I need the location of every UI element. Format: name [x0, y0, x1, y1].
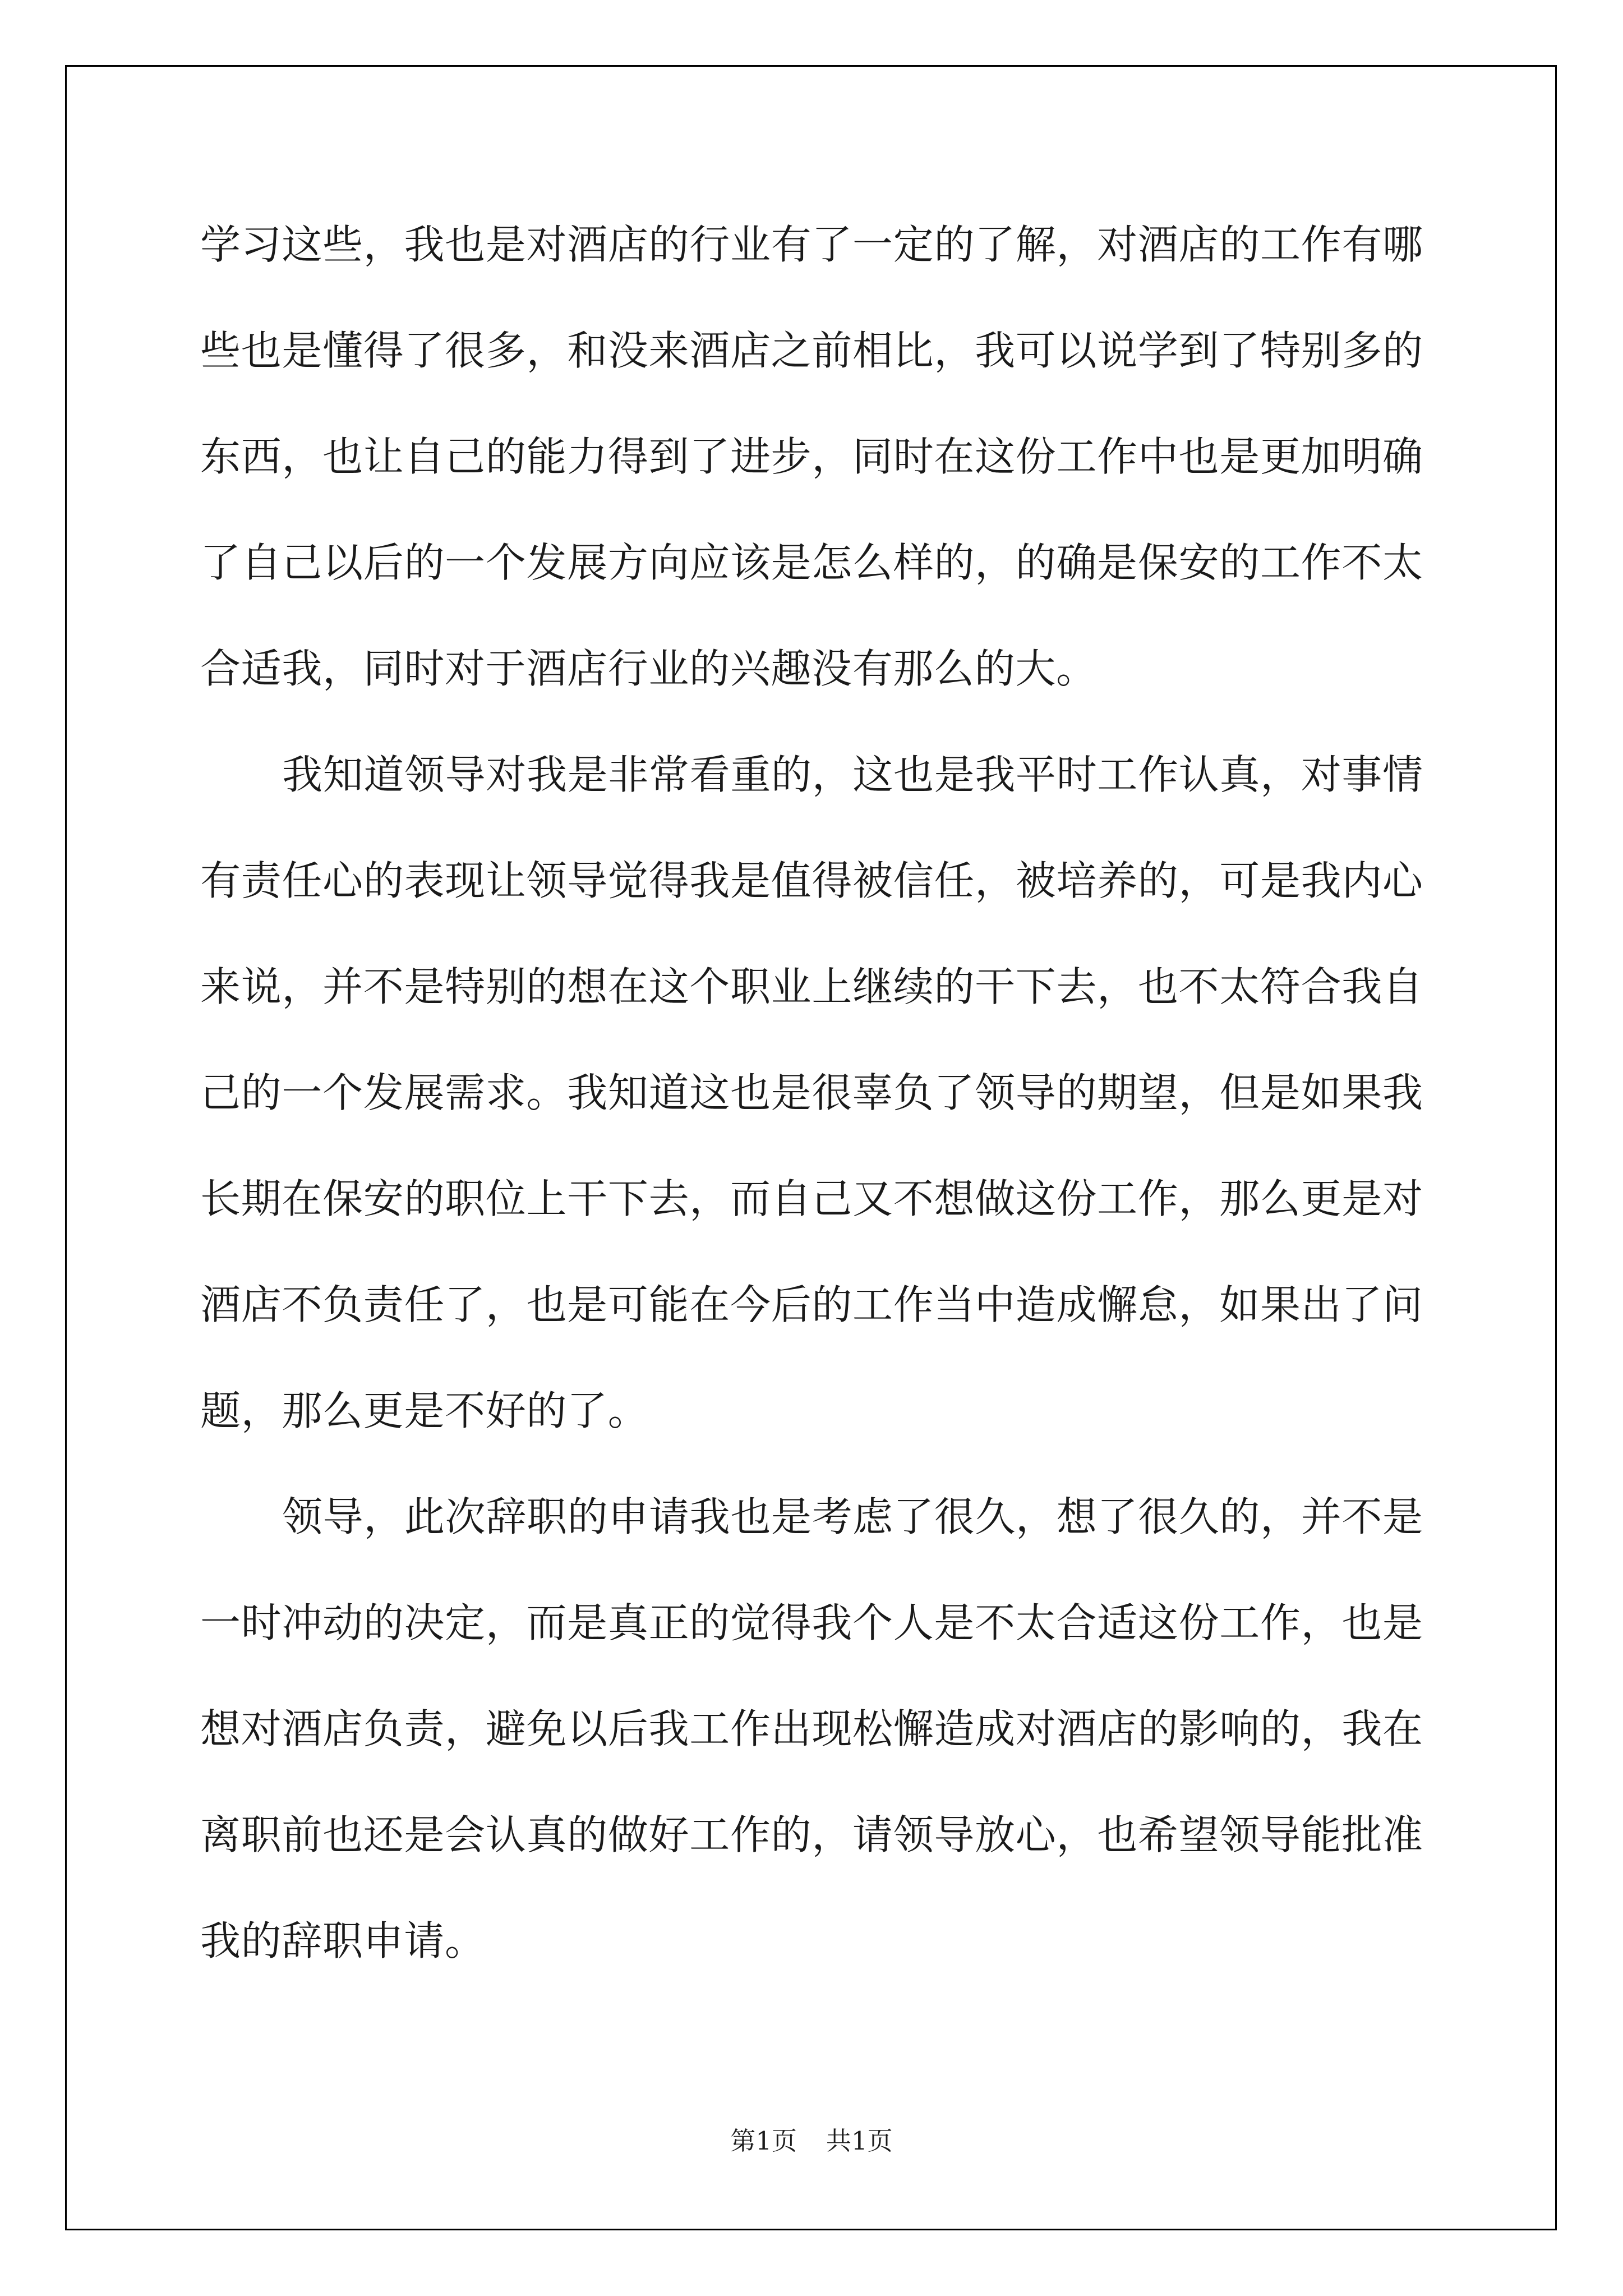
page-footer — [0, 2127, 1623, 2155]
text-line: 东西，也让自己的能力得到了进步，同时在这份工作中也是更加明确 — [200, 433, 1423, 480]
text-line: 合适我，同时对于酒店行业的兴趣没有那么的大。 — [200, 645, 1097, 692]
page-total: 共1页 — [826, 2126, 893, 2156]
text-line: 了自己以后的一个发展方向应该是怎么样的，的确是保安的工作不太 — [200, 539, 1423, 586]
text-line: 些也是懂得了很多，和没来酒店之前相比，我可以说学到了特别多的 — [200, 327, 1423, 374]
document-body — [200, 222, 1423, 2024]
text-line: 学习这些，我也是对酒店的行业有了一定的了解，对酒店的工作有哪 — [200, 221, 1423, 268]
text-line: 来说，并不是特别的想在这个职业上继续的干下去，也不太符合我自 — [200, 963, 1423, 1010]
paragraph-first-line: 我知道领导对我是非常看重的，这也是我平时工作认真，对事情 — [282, 751, 1423, 798]
text-line: 一时冲动的决定，而是真正的觉得我个人是不太合适这份工作，也是 — [200, 1599, 1423, 1646]
text-line: 我的辞职申请。 — [200, 1917, 486, 1964]
text-line: 题，那么更是不好的了。 — [200, 1387, 649, 1434]
text-line: 长期在保安的职位上干下去，而自己又不想做这份工作，那么更是对 — [200, 1175, 1423, 1222]
page-number: 第1页 — [730, 2126, 797, 2156]
text-line: 想对酒店负责，避免以后我工作出现松懈造成对酒店的影响的，我在 — [200, 1705, 1423, 1752]
text-line: 有责任心的表现让领导觉得我是值得被信任，被培养的，可是我内心 — [200, 857, 1423, 904]
paragraph-first-line: 领导，此次辞职的申请我也是考虑了很久，想了很久的，并不是 — [282, 1493, 1423, 1540]
text-line: 己的一个发展需求。我知道这也是很辜负了领导的期望，但是如果我 — [200, 1069, 1423, 1116]
text-line: 离职前也还是会认真的做好工作的，请领导放心，也希望领导能批准 — [200, 1811, 1423, 1858]
text-line: 酒店不负责任了，也是可能在今后的工作当中造成懈怠，如果出了问 — [200, 1281, 1423, 1328]
